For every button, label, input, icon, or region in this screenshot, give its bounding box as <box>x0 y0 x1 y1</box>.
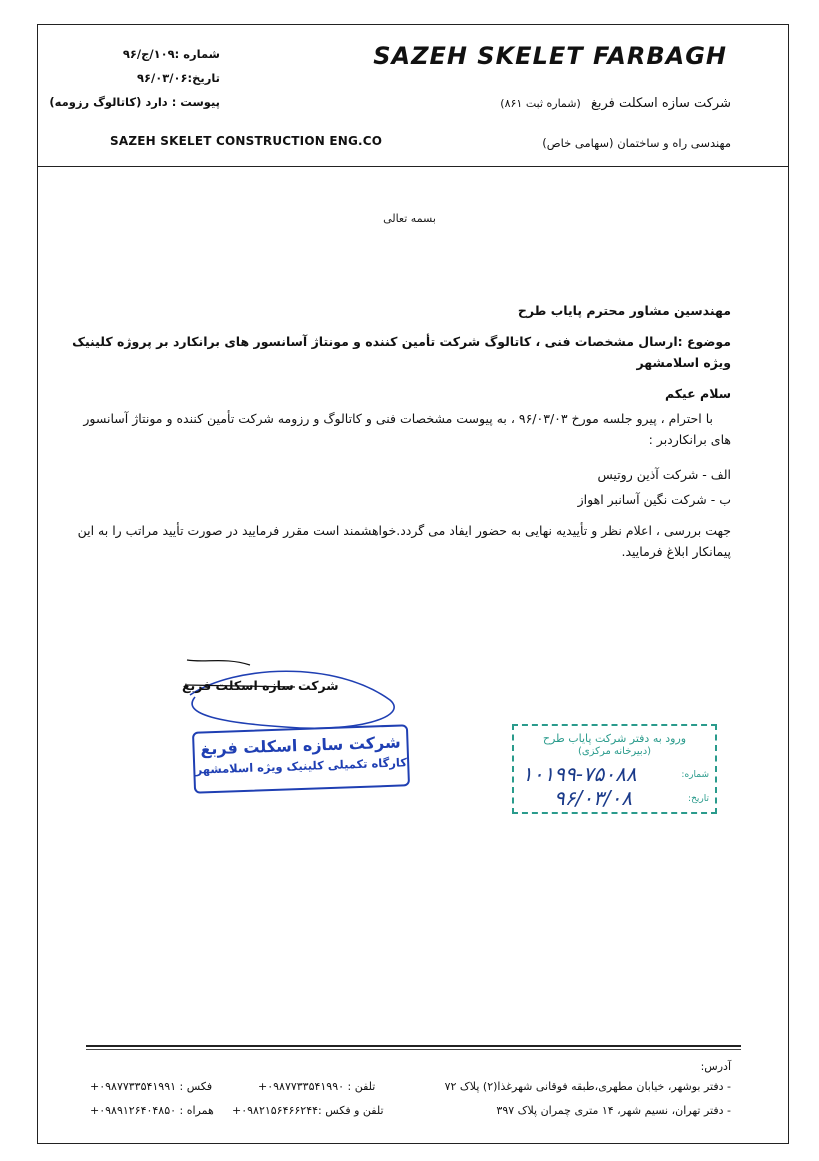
letter-body <box>71 300 731 562</box>
address-label: آدرس: <box>700 1060 731 1073</box>
header-divider <box>38 166 788 167</box>
address-tehran: - دفتر تهران، نسیم شهر، ۱۴ متری چمران پلاک ۳۹۷ <box>496 1104 731 1117</box>
stamp-line-1: شرکت سازه اسکلت فربغ <box>200 732 402 759</box>
basmala: بسمه تعالی <box>383 212 436 225</box>
fax-bushehr: فکس : ۰۹۸۷۷۳۳۵۴۱۹۹۱+ <box>90 1080 213 1093</box>
company-subtitle-fa: مهندسی راه و ساختمان (سهامی خاص) <box>542 136 731 150</box>
registration-number: (شماره ثبت ۸۶۱) <box>500 97 581 110</box>
company-name-fa-text: شرکت سازه اسکلت فربغ <box>590 96 731 111</box>
letter-date: تاریخ:۹۶/۰۳/۰۶ <box>137 71 220 85</box>
received-date-value: ۹۶/۰۳/۰۸ <box>554 786 632 810</box>
phone-fax-tehran: تلفن و فکس :۰۹۸۲۱۵۶۴۶۶۲۴۴+ <box>232 1104 384 1117</box>
received-date-label: تاریخ: <box>688 794 709 804</box>
mobile-number: همراه : ۰۹۸۹۱۲۶۴۰۴۸۵۰+ <box>90 1104 214 1117</box>
footer-divider <box>86 1045 741 1047</box>
company-name-fa <box>500 96 731 111</box>
footer-divider-thin <box>86 1049 741 1050</box>
paragraph-closing: جهت بررسی ، اعلام نظر و تأییدیه نهایی به حضور ایفاد می گردد.خواهشمند است مقرر فرمایید در صورت تأیید مراتب را به این پیمانکار ابلاغ فرمایید. <box>77 523 731 559</box>
subject: موضوع :ارسال مشخصات فنی ، کاتالوگ شرکت تأمین کننده و مونتاژ آسانسور های برانکارد بر پروژه کلینیک ویژه اسلامشهر <box>72 334 731 370</box>
received-stamp-subtitle: (دبیرخانه مرکزی) <box>577 746 652 757</box>
page-border <box>37 24 789 1144</box>
list-item: ب - شرکت نگین آسانبر اهواز <box>577 492 731 507</box>
phone-bushehr: تلفن : ۰۹۸۷۷۳۳۵۴۱۹۹۰+ <box>258 1080 376 1093</box>
signer-name: شرکت سازه اسکلت فربغ <box>182 678 339 693</box>
list-item: الف - شرکت آذین روتیس <box>597 467 731 482</box>
letter-attachment: پیوست : دارد (کاتالوگ رزومه) <box>49 95 220 109</box>
received-stamp <box>512 724 717 814</box>
company-name-en-full: SAZEH SKELET CONSTRUCTION ENG.CO <box>110 134 383 148</box>
received-number-value: ۱۰۱۹۹-۷۵۰۸۸ <box>522 762 637 786</box>
address-bushehr: - دفتر بوشهر، خیابان مطهری،طبقه فوقانی شهرغذا(۲) پلاک ۷۲ <box>444 1080 731 1093</box>
received-number-label: شماره: <box>681 770 709 780</box>
received-stamp-title: ورود به دفتر شرکت پایاب طرح <box>542 732 687 745</box>
greeting: سلام عیکم <box>664 386 731 401</box>
company-stamp <box>192 724 410 794</box>
company-name-en: SAZEH SKELET FARBAGH <box>373 42 727 70</box>
letter-meta <box>49 42 220 114</box>
paragraph-intro: با احترام ، پیرو جلسه مورخ ۹۶/۰۳/۰۳ ، به پیوست مشخصات فنی و کاتالوگ و رزومه شرکت تأمین کننده و مونتاژ آسانسور های برانکاردبر : <box>83 411 731 447</box>
letter-number: شماره :۱۰۹/ج/۹۶ <box>122 47 220 61</box>
recipient: مهندسین مشاور محترم پایاب طرح <box>517 303 731 318</box>
stamp-line-2: کارگاه تکمیلی کلینیک ویژه اسلامشهر <box>195 755 408 777</box>
